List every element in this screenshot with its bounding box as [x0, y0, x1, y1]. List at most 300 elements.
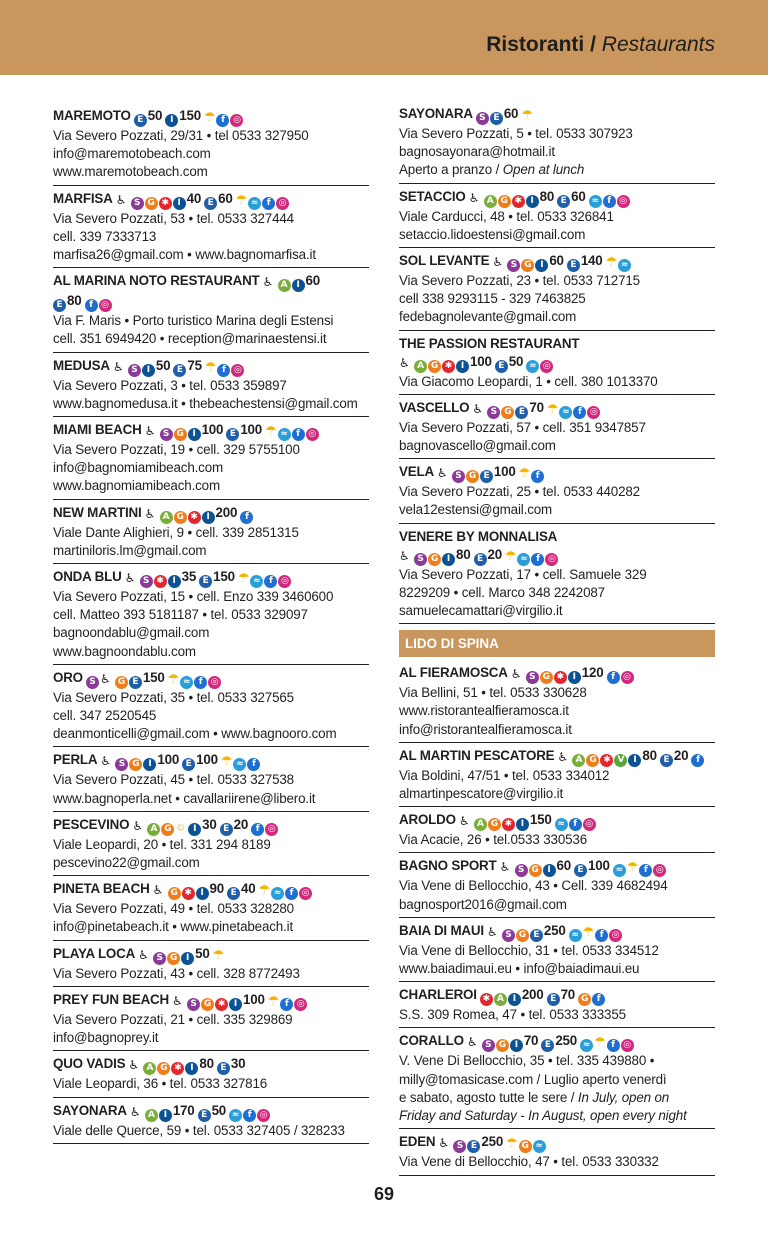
outdoor-seats-icon: E [198, 1109, 211, 1122]
listing-entry [53, 1098, 369, 1144]
facebook-icon: f [251, 823, 264, 836]
indoor-seats-icon: I [165, 114, 178, 127]
beach-umbrella-icon: ☂ [220, 753, 233, 769]
listing-line: Via Vene di Bellocchio, 43 • Cell. 339 4682494 [399, 878, 668, 894]
facebook-icon: f [243, 1109, 256, 1122]
facebook-icon: f [607, 1039, 620, 1052]
listing-name: SETACCIO [399, 188, 466, 204]
listing-name: PREY FUN BEACH [53, 991, 169, 1007]
indoor-seats-icon: I [188, 428, 201, 441]
title-italian: Ristoranti / [486, 33, 596, 56]
indoor-seats-icon: I [510, 1039, 523, 1052]
summer-hours-en-cont: Friday and Saturday - In August, open every night [399, 1108, 687, 1124]
games-icon: G [428, 360, 441, 373]
listing-entry [53, 987, 369, 1051]
listing-line: Via Bellini, 51 • tel. 0533 330628 [399, 685, 587, 701]
outdoor-seats-icon: E [199, 575, 212, 588]
service-icon: S [502, 929, 515, 942]
listing-name: VELA [399, 464, 434, 480]
seat-count: 150 [179, 108, 201, 123]
seat-count: 100 [196, 752, 218, 768]
indoor-seats-icon: I [526, 195, 539, 208]
beach-umbrella-icon: ☂ [505, 547, 517, 563]
facebook-icon: f [262, 197, 275, 210]
instagram-icon: ◎ [540, 360, 553, 373]
seat-count: 60 [503, 106, 519, 121]
listing-title [399, 252, 715, 272]
listing-line: info@bagnomiamibeach.com [53, 460, 224, 476]
seat-count: 70 [523, 1033, 539, 1049]
outdoor-icon: A [494, 993, 507, 1006]
outdoor-seats-icon: E [495, 360, 508, 373]
pizza-icon: ✱ [182, 887, 195, 900]
listing-line: www.bagnoondablu.com [53, 643, 196, 659]
listing-icons-row [53, 292, 369, 312]
listing-line: Viale Leopardi, 20 • tel. 331 294 8189 [53, 836, 271, 852]
listing-line: Viale Leopardi, 36 • tel. 0533 327816 [53, 1076, 268, 1092]
pizza-icon: ✱ [512, 195, 525, 208]
service-icon: S [526, 671, 539, 684]
outdoor-seats-icon: E [134, 114, 147, 127]
seat-count: 150 [529, 812, 552, 828]
listing-entry [399, 101, 715, 184]
outdoor-seats-icon: E [173, 364, 186, 377]
outdoor-seats-icon: E [547, 993, 560, 1006]
seat-count: 20 [233, 816, 249, 832]
beach-umbrella-icon: ☂ [626, 859, 639, 875]
listing-line: 8229209 • cell. Marco 348 2242087 [399, 584, 605, 600]
facebook-icon: f [240, 511, 253, 524]
outdoor-seats-icon: E [480, 470, 493, 483]
service-icon: S [153, 952, 166, 965]
instagram-icon: ◎ [294, 998, 307, 1011]
seat-count: 35 [181, 569, 197, 585]
listing-title [399, 463, 715, 483]
seat-count: 140 [580, 253, 603, 269]
instagram-icon: ◎ [99, 299, 112, 312]
outdoor-seats-icon: E [530, 929, 543, 942]
games-icon: G [488, 818, 501, 831]
outdoor-icon: A [160, 511, 173, 524]
games-icon: G [145, 197, 158, 210]
outdoor-seats-icon: E [574, 864, 587, 877]
listing-name: QUO VADIS [53, 1056, 126, 1072]
listing-name: MARFISA [53, 190, 113, 206]
listing-name: AL MARTIN PESCATORE [399, 747, 555, 763]
listing-entry [399, 918, 715, 982]
seat-count: 50 [155, 357, 171, 373]
seat-count: 100 [588, 858, 610, 874]
outdoor-seats-icon: E [220, 823, 233, 836]
wheelchair-icon: ♿ [472, 401, 483, 416]
listing-entry [53, 353, 369, 417]
games-icon: G [586, 754, 599, 767]
wheelchair-icon: ♿ [262, 275, 274, 290]
beach-umbrella-icon: ☂ [582, 923, 595, 939]
facebook-icon: f [280, 998, 293, 1011]
listing-entry [53, 103, 369, 186]
seat-count: 250 [555, 1033, 578, 1049]
wheelchair-icon: ♿ [468, 190, 480, 205]
listing-line: Via Severo Pozzati, 53 • tel. 0533 327444 [53, 210, 294, 226]
instagram-icon: ◎ [545, 553, 558, 566]
seat-count: 50 [211, 1102, 227, 1118]
seat-count: 70 [529, 399, 544, 415]
listing-title [399, 1032, 715, 1052]
indoor-seats-icon: I [292, 279, 305, 292]
listing-line: www.baiadimaui.eu • info@baiadimaui.eu [399, 961, 640, 977]
listing-line: www.bagnomedusa.it • thebeachestensi@gmail.com [53, 395, 358, 411]
pool-icon: ≈ [618, 259, 631, 272]
games-icon: G [466, 470, 479, 483]
indoor-seats-icon: I [173, 197, 186, 210]
listing-name: AROLDO [399, 812, 456, 828]
listing-name: BAIA DI MAUI [399, 922, 484, 938]
instagram-icon: ◎ [621, 1039, 634, 1052]
instagram-icon: ◎ [621, 671, 634, 684]
games-icon: G [529, 864, 542, 877]
games-icon: G [498, 195, 511, 208]
listing-line: milly@tomasicase.com / Luglio aperto venerdì [399, 1071, 667, 1087]
listing-line: Via Severo Pozzati, 17 • cell. Samuele 329 [399, 566, 647, 582]
wheelchair-icon: ♿ [144, 506, 156, 521]
listing-entry [53, 417, 369, 500]
listing-entry [53, 1051, 369, 1097]
outdoor-seats-icon: E [660, 754, 673, 767]
listing-line: Via Severo Pozzati, 15 • cell. Enzo 339 3460600 [53, 589, 334, 605]
outdoor-seats-icon: E [557, 195, 570, 208]
instagram-icon: ◎ [617, 195, 630, 208]
pool-icon: ≈ [533, 1140, 546, 1153]
wheelchair-icon: ♿ [152, 883, 164, 898]
listing-entry [399, 459, 715, 523]
service-icon: S [140, 575, 153, 588]
games-icon: G [157, 1062, 170, 1075]
service-icon: S [452, 470, 465, 483]
listing-entry [399, 248, 715, 331]
beach-umbrella-icon: ☂ [605, 254, 618, 270]
listing-line: cell 338 9293115 - 329 7463825 [399, 291, 586, 307]
listing-entry [399, 660, 715, 743]
facebook-icon: f [264, 575, 277, 588]
listing-title [399, 105, 715, 125]
seat-count: 100 [240, 422, 263, 438]
listing-line: Via Severo Pozzati, 19 • cell. 329 5755100 [53, 442, 300, 458]
games-icon: G [174, 511, 187, 524]
pizza-icon: ✱ [171, 1062, 184, 1075]
seat-count: 40 [186, 190, 202, 206]
beach-umbrella-icon: ☂ [518, 465, 531, 481]
pool-icon: ≈ [233, 758, 246, 771]
listing-title [399, 528, 715, 546]
listing-title [399, 811, 715, 831]
listing-line: Via Acacie, 26 • tel.0533 330536 [399, 832, 588, 848]
listing-title [399, 188, 715, 208]
games-icon: G [516, 929, 529, 942]
seat-count: 90 [209, 881, 225, 897]
listing-line: bagnosayonara@hotmail.it [399, 144, 555, 160]
listing-entry [399, 524, 715, 625]
instagram-icon: ◎ [230, 114, 243, 127]
wheelchair-icon: ♿ [458, 814, 470, 829]
listing-line: bagnoondablu@gmail.com [53, 625, 210, 641]
seat-count: 60 [549, 253, 564, 269]
listing-line: S.S. 309 Romea, 47 • tel. 0533 333355 [399, 1007, 626, 1023]
listing-line: pescevino22@gmail.com [53, 855, 200, 871]
facebook-icon: f [607, 671, 620, 684]
page-header [0, 0, 768, 75]
right-column [399, 101, 715, 1176]
indoor-seats-icon: I [442, 553, 455, 566]
seat-count: 170 [172, 1102, 195, 1118]
facebook-icon: f [595, 929, 608, 942]
listing-entry [53, 268, 369, 352]
listing-line: info@ristorantealfieramosca.it [399, 721, 572, 737]
facebook-icon: f [639, 864, 652, 877]
listing-line: Viale delle Querce, 59 • tel. 0533 327405 / 328233 [53, 1122, 345, 1138]
seat-count: 80 [539, 188, 555, 204]
beach-umbrella-icon: ☂ [258, 882, 271, 898]
beach-umbrella-icon: ☂ [521, 107, 533, 122]
indoor-seats-icon: I [568, 671, 581, 684]
listing-entry [399, 395, 715, 459]
listing-line: Via Severo Pozzati, 23 • tel. 0533 712715 [399, 273, 640, 289]
listing-title [399, 922, 715, 942]
listing-line: Via Severo Pozzati, 29/31 • tel 0533 327950 [53, 128, 309, 143]
listing-name: THE PASSION RESTAURANT [399, 335, 580, 351]
facebook-icon: f [247, 758, 260, 771]
wheelchair-icon: ♿ [115, 192, 127, 207]
seat-count: 50 [195, 945, 210, 961]
pizza-icon: ✱ [480, 993, 493, 1006]
seat-count: 50 [508, 353, 524, 369]
service-icon: S [128, 364, 141, 377]
listing-title [399, 335, 715, 353]
facebook-icon: f [592, 993, 605, 1006]
pool-icon: ≈ [526, 360, 539, 373]
beach-umbrella-icon: ☂ [204, 358, 217, 374]
games-icon: G [496, 1039, 509, 1052]
instagram-icon: ◎ [278, 575, 291, 588]
listing-entry [53, 500, 369, 564]
listing-name: ONDA BLU [53, 569, 122, 585]
games-icon: G [115, 676, 128, 689]
listing-name: PINETA BEACH [53, 881, 150, 897]
service-icon: S [131, 197, 144, 210]
outdoor-seats-icon: E [226, 428, 239, 441]
listing-name: PLAYA LOCA [53, 945, 136, 961]
summer-hours-en: In July, open on [577, 1089, 670, 1105]
outdoor-seats-icon: E [567, 259, 580, 272]
pizza-icon: ✱ [554, 671, 567, 684]
pizza-icon: ✱ [188, 511, 201, 524]
pizza-icon: ✱ [159, 197, 172, 210]
facebook-icon: f [217, 364, 230, 377]
listing-line: Via Vene di Bellocchio, 47 • tel. 0533 330332 [399, 1154, 659, 1170]
service-icon: S [482, 1039, 495, 1052]
seat-count: 250 [481, 1134, 504, 1150]
wheelchair-icon: ♿ [128, 1058, 139, 1073]
games-icon: G [428, 553, 441, 566]
pizza-icon: ✱ [600, 754, 613, 767]
listing-title [53, 991, 369, 1011]
beach-umbrella-icon: ☂ [235, 191, 248, 207]
indoor-seats-icon: I [508, 993, 521, 1006]
games-icon: G [129, 758, 142, 771]
listing-name: PERLA [53, 752, 98, 768]
listing-entry [399, 1129, 715, 1175]
listing-line: Via Severo Pozzati, 49 • tel. 0533 328280 [53, 901, 294, 917]
outdoor-seats-icon: E [227, 887, 240, 900]
outdoor-seats-icon: E [217, 1062, 230, 1075]
listing-name: CORALLO [399, 1033, 464, 1049]
listing-line: Via Severo Pozzati, 5 • tel. 0533 307923 [399, 126, 633, 141]
outdoor-icon: A [278, 279, 291, 292]
indoor-seats-icon: I [142, 364, 155, 377]
seat-count: 80 [67, 293, 82, 309]
pizza-icon: ✱ [502, 818, 515, 831]
outdoor-icon: A [414, 360, 427, 373]
wheelchair-icon: ♿ [132, 818, 143, 833]
outdoor-icon: A [572, 754, 585, 767]
listing-title [53, 504, 369, 524]
beach-umbrella-icon: ☂ [267, 992, 280, 1008]
wheelchair-icon: ♿ [466, 1035, 478, 1050]
instagram-icon: ◎ [276, 197, 289, 210]
listing-title [53, 272, 369, 292]
page-title [486, 33, 715, 57]
listing-title [399, 986, 715, 1006]
listing-line: Via Severo Pozzati, 25 • tel. 0533 440282 [399, 484, 640, 500]
listing-name: AL FIERAMOSCA [399, 665, 508, 681]
wheelchair-icon: ♿ [399, 548, 410, 563]
listing-line: vela12estensi@gmail.com [399, 502, 553, 518]
listing-name: MIAMI BEACH [53, 422, 142, 438]
wheelchair-icon: ♿ [144, 424, 156, 439]
instagram-icon: ◎ [265, 823, 278, 836]
listing-line: info@pinetabeach.it • www.pinetabeach.it [53, 919, 294, 935]
wheelchair-icon: ♿ [438, 1136, 449, 1151]
instagram-icon: ◎ [609, 929, 622, 942]
listing-line: Via Severo Pozzati, 43 • cell. 328 8772493 [53, 965, 300, 981]
wheelchair-icon: ♿ [399, 355, 410, 370]
beach-umbrella-icon: ☂ [204, 109, 216, 124]
beach-umbrella-icon: ☂ [212, 946, 225, 962]
service-icon: S [86, 676, 99, 689]
service-icon: S [476, 112, 489, 125]
instagram-icon: ◎ [257, 1109, 270, 1122]
listing-name: CHARLEROI [399, 987, 477, 1003]
outdoor-seats-icon: E [515, 406, 528, 419]
listing-entry [53, 876, 369, 940]
indoor-seats-icon: I [168, 575, 181, 588]
wheelchair-icon: ♿ [557, 749, 568, 764]
listing-line: info@bagnoprey.it [53, 1030, 159, 1046]
listing-line: marfisa26@gmail.com • www.bagnomarfisa.it [53, 247, 316, 263]
title-english: Restaurants [595, 33, 715, 56]
listing-title [53, 1055, 369, 1075]
listing-title [53, 1102, 369, 1122]
games-icon: G [578, 993, 591, 1006]
listing-line: info@maremotobeach.com [53, 146, 211, 162]
listing-line: e sabato, agosto tutte le sere / In July, open on [399, 1089, 670, 1105]
listing-name: AL MARINA NOTO RESTAURANT [53, 273, 260, 289]
seat-count: 200 [215, 504, 238, 520]
pool-icon: ≈ [559, 406, 572, 419]
seat-count: 120 [581, 665, 604, 681]
listing-line: Via Severo Pozzati, 21 • cell. 335 329869 [53, 1011, 293, 1027]
listing-entry [399, 853, 715, 917]
listing-line: bagnosport2016@gmail.com [399, 896, 567, 912]
outdoor-seats-icon: E [474, 553, 487, 566]
pizza-icon: ✱ [154, 575, 167, 588]
pizza-icon: ✱ [215, 998, 228, 1011]
listing-line: Via Severo Pozzati, 45 • tel. 0533 327538 [53, 772, 294, 788]
listing-name: NEW MARTINI [53, 504, 142, 520]
beach-umbrella-icon: ☂ [237, 570, 250, 586]
seat-count: 80 [456, 546, 471, 562]
listing-title [53, 669, 369, 689]
listing-entry [399, 184, 715, 248]
listing-line: www.ristorantealfieramosca.it [399, 703, 569, 719]
listing-line: fedebagnolevante@gmail.com [399, 309, 577, 325]
indoor-seats-icon: I [535, 259, 548, 272]
indoor-seats-icon: I [188, 823, 201, 836]
wheelchair-icon: ♿ [99, 671, 111, 686]
seat-count: 60 [218, 190, 233, 206]
indoor-seats-icon: I [516, 818, 529, 831]
indoor-seats-icon: I [185, 1062, 198, 1075]
listing-line: V. Vene Di Bellocchio, 35 • tel. 335 439880 • [399, 1053, 655, 1069]
wheelchair-icon: ♿ [138, 947, 149, 962]
listing-line: setaccio.lidoestensi@gmail.com [399, 226, 586, 242]
indoor-seats-icon: I [202, 511, 215, 524]
vegan-icon: V [614, 754, 627, 767]
games-icon: G [521, 259, 534, 272]
wheelchair-icon: ♿ [129, 1104, 141, 1119]
service-icon: S [487, 406, 500, 419]
listing-entry [399, 982, 715, 1028]
pool-icon: ≈ [180, 676, 193, 689]
listing-line: cell. 347 2520545 [53, 708, 157, 724]
wheelchair-icon: ♿ [124, 571, 136, 586]
pool-icon: ≈ [248, 197, 261, 210]
games-icon: G [174, 428, 187, 441]
wheelchair-icon: ♿ [172, 993, 183, 1008]
seat-count: 150 [213, 569, 235, 585]
wheelchair-icon: ♿ [486, 924, 498, 939]
listing-name: MEDUSA [53, 357, 110, 373]
listing-title [53, 751, 369, 771]
listing-name: BAGNO SPORT [399, 858, 497, 874]
listing-line: Viale Dante Alighieri, 9 • cell. 339 2851315 [53, 524, 299, 540]
listing-title [53, 190, 369, 210]
listing-line: martiniloris.lm@gmail.com [53, 542, 207, 558]
listing-name: SAYONARA [399, 106, 473, 121]
left-column [53, 103, 369, 1144]
games-icon: G [540, 671, 553, 684]
seat-count: 60 [571, 188, 586, 204]
pizza-icon: ✱ [442, 360, 455, 373]
outdoor-seats-icon: E [129, 676, 142, 689]
indoor-seats-icon: I [543, 864, 556, 877]
facebook-icon: f [691, 754, 704, 767]
listing-line: www.bagnomiamibeach.com [53, 478, 220, 494]
listing-name: SAYONARA [53, 1102, 127, 1118]
indoor-seats-icon: I [181, 952, 194, 965]
pool-icon: ≈ [229, 1109, 242, 1122]
seat-count: 30 [230, 1056, 246, 1072]
